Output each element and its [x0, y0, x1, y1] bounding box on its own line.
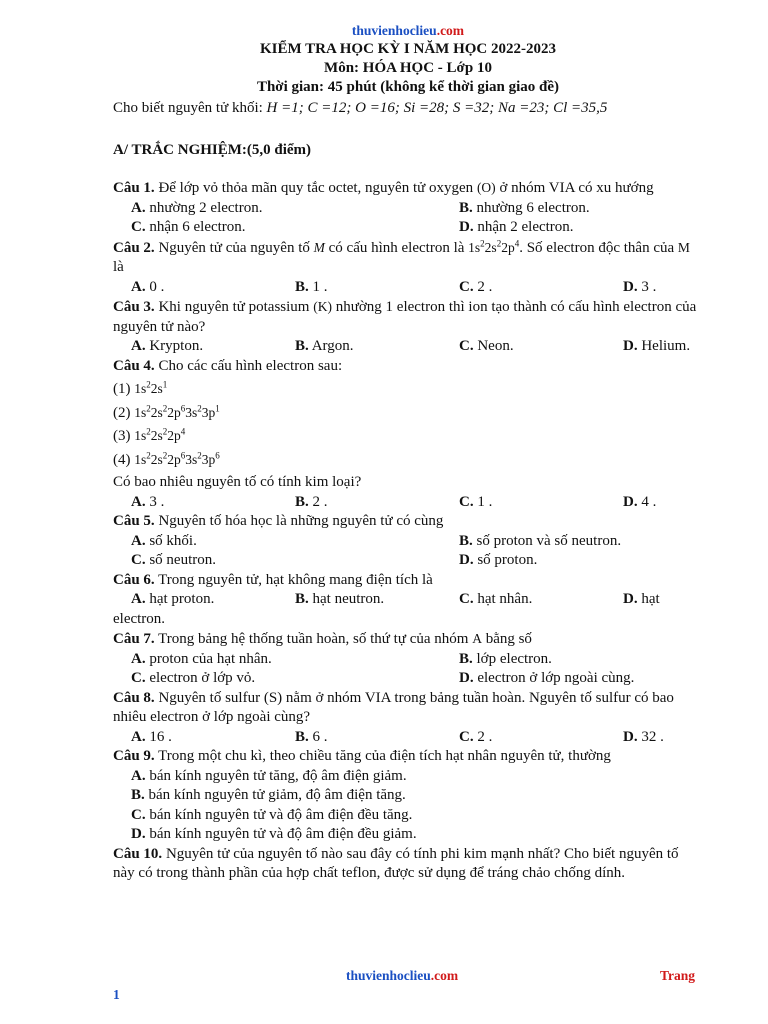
exam-page	[113, 22, 703, 884]
question-3: Câu 3. Khi nguyên tử potassium (K) nhường 1 electron thì ion tạo thành có cấu hình electron của nguyên tử nào?	[113, 299, 697, 335]
option[interactable]: A. proton của hạt nhân.	[131, 650, 272, 667]
question-5: Câu 5. Nguyên tố hóa học là những nguyên tử có cùng	[113, 513, 444, 529]
question-4-prompt: Có bao nhiêu nguyên tố có tính kim loại?	[113, 474, 362, 490]
option[interactable]: C. Neon.	[459, 338, 514, 354]
option[interactable]: A. 0 .	[131, 278, 165, 295]
option[interactable]: C. hạt nhân.	[459, 591, 533, 607]
option[interactable]: B. hạt neutron.	[295, 591, 385, 607]
site-header: thuvienhoclieu.com	[351, 23, 465, 38]
question-2: Câu 2. Nguyên tử của nguyên tố M có cấu hình electron là $1s^22s^22p^4$. Số electron độc thân của M là	[113, 238, 690, 275]
option[interactable]: B. 2 .	[295, 493, 328, 510]
config-4: (4) $1s^22s^22p^63s^23p^6$	[113, 450, 220, 468]
option[interactable]: C. 1 .	[459, 493, 493, 510]
option[interactable]: B. bán kính nguyên tử giảm, độ âm điện tăng.	[131, 787, 406, 803]
question-8-options	[113, 728, 703, 748]
footer-page-label: Trang	[660, 968, 696, 983]
option[interactable]: A. nhường 2 electron.	[131, 199, 263, 216]
exam-time: Thời gian: 45 phút (không kể thời gian giao đề)	[256, 79, 560, 95]
option[interactable]: D. 4 .	[623, 493, 657, 510]
footer-site: thuvienhoclieu.com	[346, 968, 459, 983]
exam-subject: Môn: HÓA HỌC - Lớp 10	[324, 60, 492, 76]
option[interactable]: D. nhận 2 electron.	[459, 219, 574, 235]
question-9-options	[113, 767, 703, 845]
section-title: A/ TRẮC NGHIỆM:(5,0 điểm)	[113, 141, 312, 158]
exam-title: KIỂM TRA HỌC KỲ I NĂM HỌC 2022-2023	[260, 41, 556, 57]
option[interactable]: C. nhận 6 electron.	[131, 219, 246, 235]
option[interactable]: B. 6 .	[295, 728, 328, 745]
config-2: (2) $1s^22s^22p^63s^23p^1$	[113, 403, 220, 421]
option[interactable]: A. số khối.	[131, 532, 197, 549]
option[interactable]: C. 2 .	[459, 728, 493, 745]
question-6: Câu 6. Trong nguyên tử, hạt không mang điện tích là	[113, 571, 433, 588]
question-2-options	[113, 278, 703, 298]
option[interactable]: D. bán kính nguyên tử và độ âm điện đều giảm.	[131, 826, 417, 842]
option[interactable]: B. Argon.	[295, 338, 354, 354]
electron-config: $1s^22s^22p^4$	[468, 238, 520, 255]
option[interactable]: D. 32 .	[623, 728, 664, 745]
option[interactable]: D. 3 .	[623, 278, 657, 295]
option[interactable]: A. hạt proton.	[131, 591, 215, 607]
option[interactable]: D. Helium.	[623, 338, 691, 354]
option[interactable]: B. số proton và số neutron.	[459, 532, 622, 549]
option[interactable]: C. 2 .	[459, 278, 493, 295]
option[interactable]: A. bán kính nguyên tử tăng, độ âm điện giảm.	[131, 767, 407, 784]
question-7-options	[113, 650, 703, 689]
option[interactable]: D. hạt	[623, 591, 660, 607]
question-1-options	[113, 199, 703, 238]
option[interactable]: B. 1 .	[295, 278, 328, 295]
config-1: (1) $1s^22s^1$	[113, 379, 168, 397]
option[interactable]: C. số neutron.	[131, 552, 217, 568]
option[interactable]: A. Krypton.	[131, 338, 204, 354]
option[interactable]: C. electron ở lớp vỏ.	[131, 670, 256, 686]
config-3: (3) $1s^22s^22p^4$	[113, 426, 186, 444]
question-4-options	[113, 493, 703, 513]
option[interactable]: C. bán kính nguyên tử và độ âm điện đều tăng.	[131, 806, 413, 823]
question-7: Câu 7. Trong bảng hệ thống tuần hoàn, số thứ tự của nhóm A bằng số	[113, 631, 532, 647]
atomic-mass-line: Cho biết nguyên tử khối: H =1; C =12; O =16; Si =28; S =32; Na =23; Cl =35,5	[113, 100, 608, 116]
page-number: 1	[113, 987, 120, 1002]
question-5-options	[113, 532, 703, 571]
question-6-options	[113, 590, 703, 610]
option[interactable]: D. electron ở lớp ngoài cùng.	[459, 670, 635, 686]
question-6-option-d-wrap: electron.	[113, 610, 166, 627]
question-3-options	[113, 337, 703, 357]
option[interactable]: D. số proton.	[459, 552, 538, 568]
option[interactable]: B. lớp electron.	[459, 650, 552, 667]
option[interactable]: B. nhường 6 electron.	[459, 199, 590, 216]
question-1: Câu 1. Để lớp vỏ thỏa mãn quy tắc octet, nguyên tử oxygen (O) ở nhóm VIA có xu hướng	[113, 180, 654, 196]
question-10: Câu 10. Nguyên tử của nguyên tố nào sau đây có tính phi kim mạnh nhất? Cho biết nguyên tố này có trong thành phần của hợp chất teflon, được sử dụng để tráng chảo chống dính.	[113, 845, 679, 881]
question-9: Câu 9. Trong một chu kì, theo chiều tăng của điện tích hạt nhân nguyên tử, thường	[113, 748, 611, 764]
question-4: Câu 4. Cho các cấu hình electron sau:	[113, 357, 343, 374]
option[interactable]: A. 3 .	[131, 493, 165, 510]
question-8: Câu 8. Nguyên tố sulfur (S) nằm ở nhóm VIA trong bảng tuần hoàn. Nguyên tố sulfur có bao nhiêu electron ở lớp ngoài cùng?	[113, 689, 674, 725]
atomic-mass-values: H =1; C =12; O =16; Si =28; S =32; Na =23; Cl =35,5	[266, 100, 608, 116]
option[interactable]: A. 16 .	[131, 728, 172, 745]
